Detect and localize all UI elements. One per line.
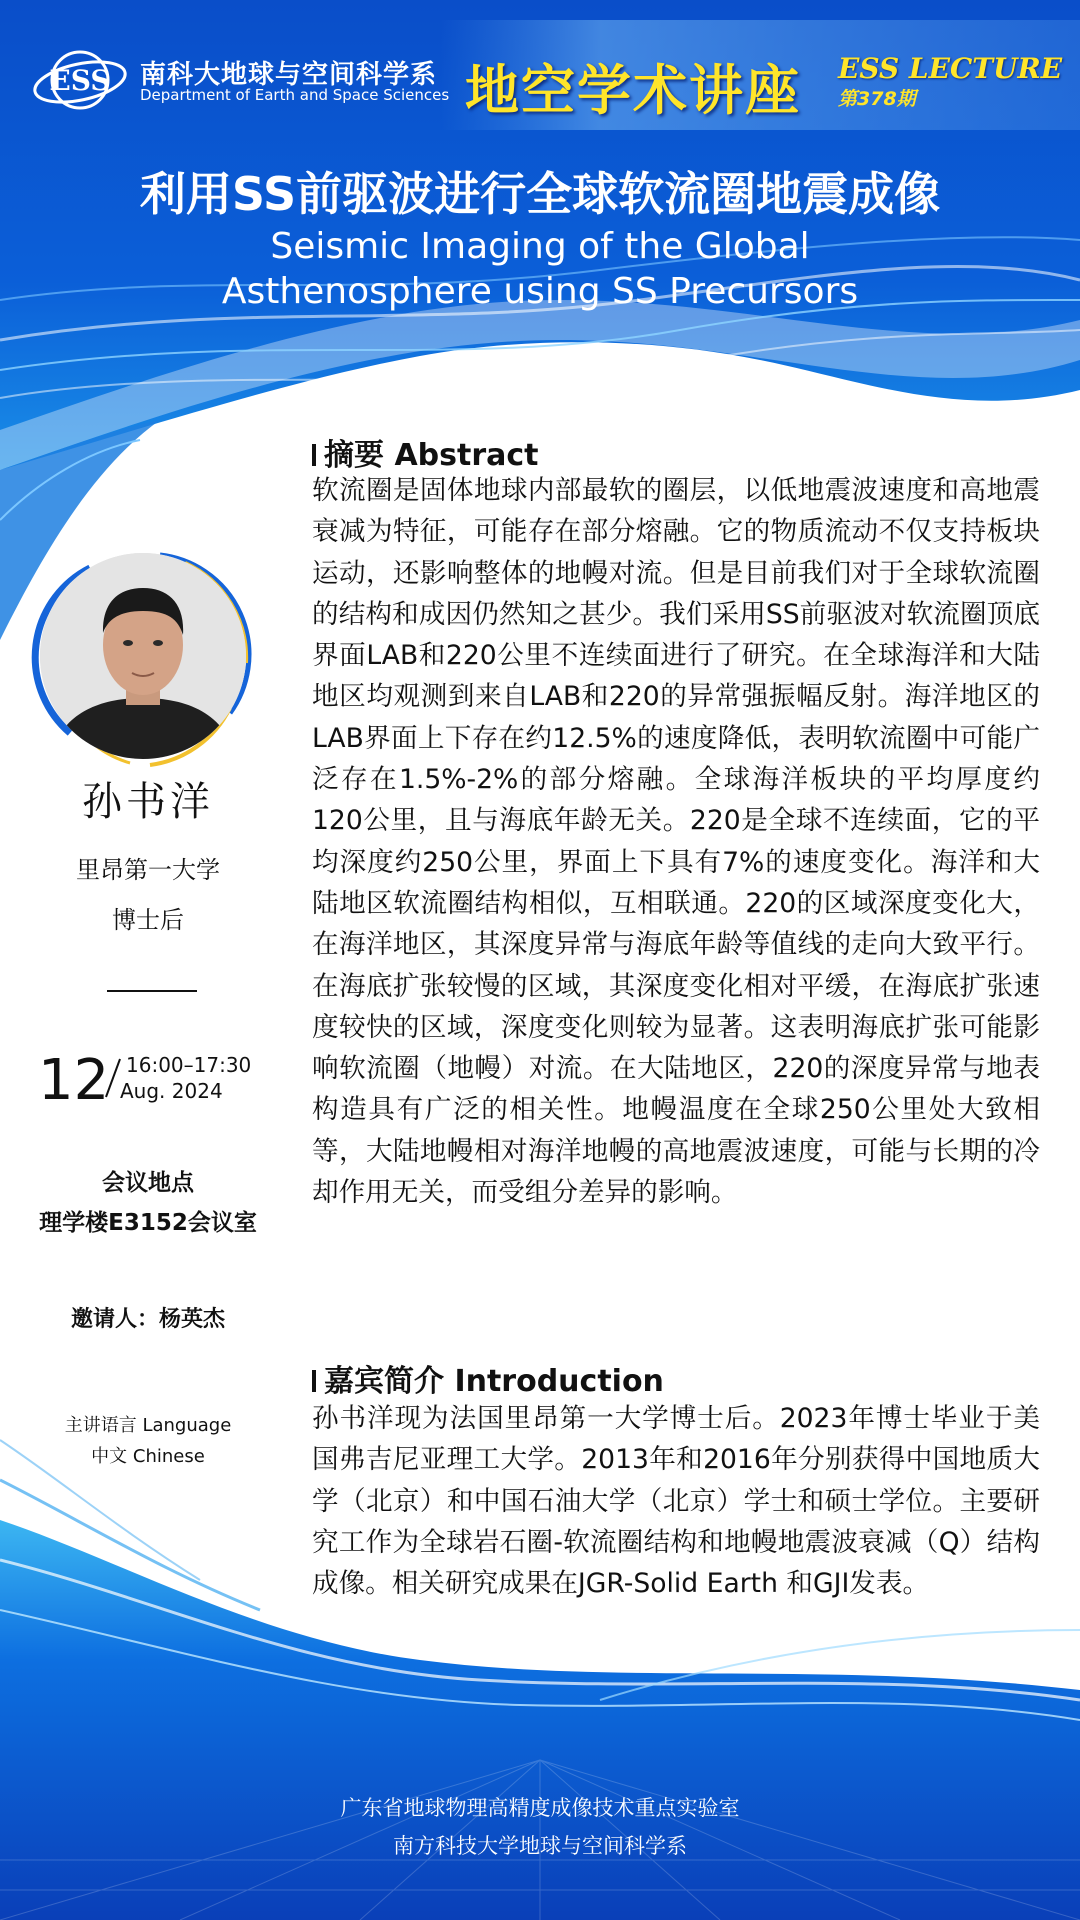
divider bbox=[107, 990, 197, 992]
host: 邀请人：杨英杰 bbox=[70, 1307, 225, 1332]
ess-logo bbox=[30, 44, 134, 116]
venue: 理学楼E3152会议室 bbox=[39, 1210, 257, 1236]
logo-text: ESS bbox=[49, 64, 111, 97]
abstract-text: 软流圈是固体地球内部最软的圈层，以低地震波速度和高地震衰减为特征，可能存在部分熔融。它的物质流动不仅支持板块运动，还影响整体的地幔对流。但是目前我们对于全球软流圈的结构和成因仍然知之甚少。我们采用SS前驱波对软流圈顶底界面LAB和220公里不连续面进行了研究。在全球海洋和大陆地区均观测到来自LAB和220的异常强振幅反射。海洋地区的LAB界面上下存在约12.5%的速度降低，表明软流圈中可能广泛存在1.5%-2%的部分熔融。全球海洋板块的平均厚度约120公里，且与海底年龄无关。220是全球不连续面，它的平均深度约250公里，界面上下具有7%的速度变化。海洋和大陆地区软流圈结构相似，互相联通。220的区域深度变化大，在海洋地区，其深度异常与海底年龄等值线的走向大致平行。在海底扩张较慢的区域，其深度变化相对平缓，在海底扩张速度较快的区域，深度变化则较为显著。这表明海底扩张可能影响软流圈（地幔）对流。在大陆地区，220的深度异常与地表构造具有广泛的相关性。地幔温度在全球250公里处大致相等，大陆地幔相对海洋地幔的高地震波速度，可能与长期的冷却作用无关，而受组分差异的影响。 bbox=[312, 475, 1040, 1209]
event-time: 16:00–17:30 bbox=[126, 1053, 252, 1077]
talk-title-en-line1: Seismic Imaging of the Global bbox=[270, 226, 810, 267]
introduction-heading bbox=[312, 1356, 664, 1400]
footer-department-name: 南方科技大学地球与空间科学系 bbox=[393, 1834, 687, 1858]
speaker-name: 孙书洋 bbox=[82, 779, 214, 825]
introduction-heading-text: 嘉宾简介 Introduction bbox=[324, 1364, 664, 1399]
talk-title-cn: 利用SS前驱波进行全球软流圈地震成像 bbox=[139, 167, 941, 221]
lecture-series-title-en: ESS LECTURE bbox=[838, 52, 1063, 85]
venue-label: 会议地点 bbox=[102, 1170, 194, 1196]
event-month-year: Aug. 2024 bbox=[120, 1079, 223, 1103]
event-day: 12 bbox=[38, 1048, 110, 1113]
language-label: 主讲语言 Language bbox=[64, 1415, 232, 1436]
abstract-heading bbox=[312, 430, 539, 474]
speaker-affiliation: 里昂第一大学 bbox=[76, 856, 220, 884]
department-name-en: Department of Earth and Space Sciences bbox=[140, 86, 450, 104]
speaker-photo bbox=[40, 553, 246, 759]
speaker-portrait bbox=[40, 553, 246, 759]
abstract-heading-text: 摘要 Abstract bbox=[324, 438, 539, 473]
heading-bar bbox=[312, 1370, 316, 1392]
introduction-text: 孙书洋现为法国里昂第一大学博士后。2023年博士毕业于美国弗吉尼亚理工大学。2013年和2016年分别获得中国地质大学（北京）和中国石油大学（北京）学士和硕士学位。主要研究工作为全球岩石圈-软流圈结构和地幔地震波衰减（Q）结构成像。相关研究成果在JGR-Solid Earth 和GJI发表。 bbox=[312, 1403, 1040, 1600]
talk-title-en bbox=[0, 224, 1080, 314]
footer-lab-name: 广东省地球物理高精度成像技术重点实验室 bbox=[340, 1796, 740, 1820]
lecture-issue-number: 第378期 bbox=[838, 88, 916, 110]
speaker-position: 博士后 bbox=[112, 906, 184, 934]
lecture-series-title: 地空学术讲座 bbox=[465, 58, 801, 122]
language: 中文 Chinese bbox=[91, 1446, 205, 1467]
talk-title-en-line2: Asthenosphere using SS Precursors bbox=[221, 271, 859, 312]
heading-bar bbox=[312, 444, 316, 466]
department-name-cn: 南科大地球与空间科学系 bbox=[140, 60, 438, 90]
